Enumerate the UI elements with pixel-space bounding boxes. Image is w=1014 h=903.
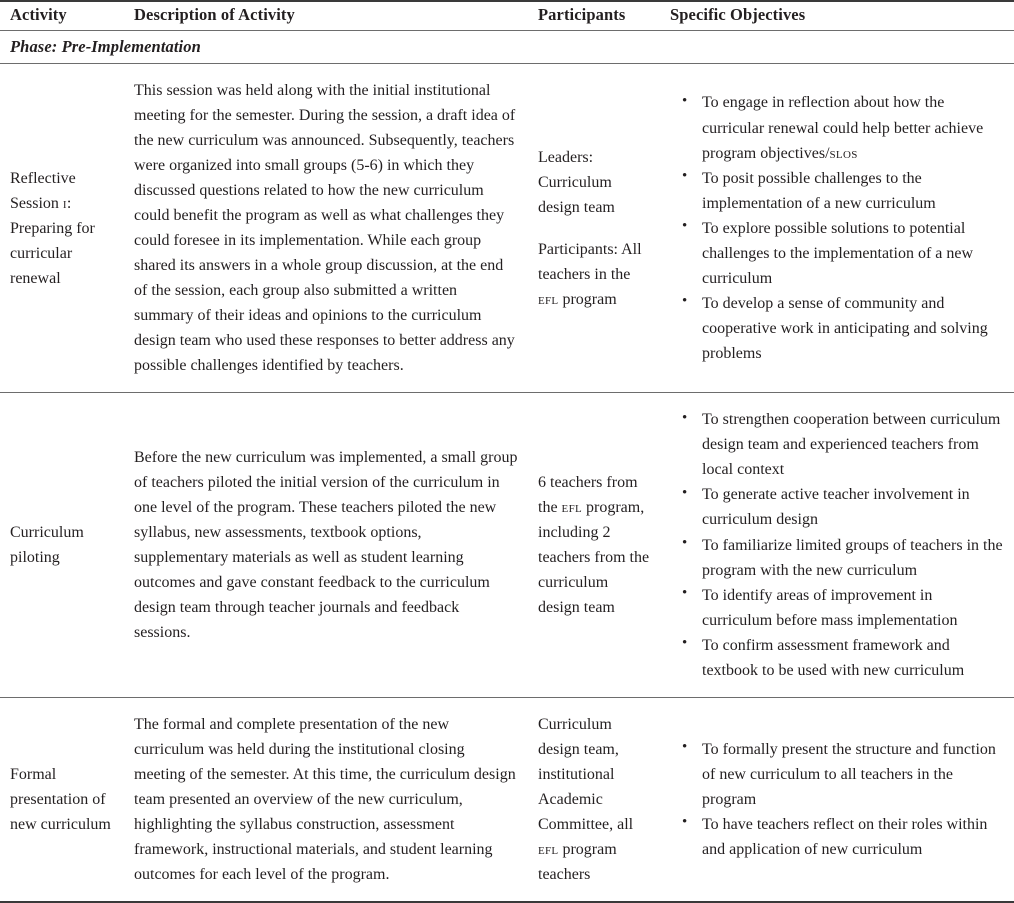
cell-activity <box>0 697 124 902</box>
column-header-activity: Activity <box>0 1 124 30</box>
description-paragraph: This session was held along with the initial institutional meeting for the semester. During the session, a draft idea of the new curriculum was announced. Subsequently, teachers were organized into small groups (5-6) in which they discussed questions related to how the new curriculum could benefit the program as well as what challenges they could foresee in its implementation. While each group shared its answers in a whole group discussion, at the end of the session, each group also submitted a written summary of their ideas and opinions to the curriculum design team who used these responses to better address any possible challenges identified by teachers. <box>134 81 516 375</box>
participant-block <box>538 470 650 620</box>
participant-text-after: program <box>558 290 617 308</box>
column-header-objectives: Specific Objectives <box>660 1 1014 30</box>
cell-objectives <box>660 393 1014 697</box>
participant-text-after: program teachers <box>538 840 617 883</box>
list-item <box>690 633 1004 683</box>
description-paragraph: Before the new curriculum was implemented, a small group of teachers piloted the initial version of the curriculum in one level of the program. These teachers piloted the new syllabus, new assessments, textbook options, supplementary materials as well as student learning outcomes and gave constant feedback to the curriculum design team through teacher journals and feedback sessions. <box>134 448 518 642</box>
cell-objectives <box>660 697 1014 902</box>
activity-name-text-before: Curriculum piloting <box>10 523 84 567</box>
cell-description <box>124 393 528 697</box>
participant-text-before: Participants: All teachers in the <box>538 240 642 283</box>
objectives-list <box>670 90 1004 365</box>
list-item <box>690 737 1004 812</box>
objective-text-before: To have teachers reflect on their roles within and application of new curriculum <box>702 815 988 858</box>
list-item <box>690 166 1004 216</box>
list-item <box>690 812 1004 862</box>
participant-text-before: Leaders: Curriculum design team <box>538 148 615 216</box>
list-item <box>690 216 1004 291</box>
activity-name-text-before: Formal presentation of new curriculum <box>10 765 111 833</box>
list-item <box>690 482 1004 532</box>
table-header <box>0 1 1014 30</box>
objective-text-before: To formally present the structure and function of new curriculum to all teachers in the program <box>702 740 996 808</box>
participant-smallcaps: efl <box>538 840 559 858</box>
objectives-list <box>670 407 1004 682</box>
cell-participants <box>528 393 660 697</box>
objective-text-before: To strengthen cooperation between curriculum design team and experienced teachers from local context <box>702 411 1001 479</box>
objectives-list <box>670 737 1004 862</box>
description-paragraph: The formal and complete presentation of the new curriculum was held during the institutional closing meeting of the semester. At this time, the curriculum design team presented an overview of the new curriculum, highlighting the syllabus construction, assessment framework, instructional materials, and student learning outcomes for each level of the program. <box>134 715 516 883</box>
objective-text-before: To engage in reflection about how the curricular renewal could help better achieve program objectives/ <box>702 94 984 162</box>
header-row <box>0 1 1014 30</box>
list-item <box>690 407 1004 482</box>
cell-activity <box>0 393 124 697</box>
participant-smallcaps: efl <box>561 498 583 516</box>
participant-block <box>538 145 650 220</box>
list-item <box>690 533 1004 583</box>
objective-text-before: To familiarize limited groups of teachers in the program with the new curriculum <box>702 536 1003 579</box>
participant-text-before: Curriculum design team, institutional Academic Committee, all <box>538 715 634 833</box>
participant-block <box>538 237 650 312</box>
list-item <box>690 90 1004 165</box>
objective-text-before: To confirm assessment framework and textbook to be used with new curriculum <box>702 636 965 679</box>
cell-description <box>124 63 528 392</box>
participant-text-before: 6 teachers from the <box>538 473 638 516</box>
cell-description <box>124 697 528 902</box>
activity-name-text-after: : Preparing for curricular renewal <box>10 194 95 287</box>
objective-text-before: To identify areas of improvement in curriculum before mass implementation <box>702 586 958 629</box>
cell-participants <box>528 697 660 902</box>
cell-participants <box>528 63 660 392</box>
activity-name-smallcaps: i <box>62 194 67 212</box>
cell-objectives <box>660 63 1014 392</box>
participant-block <box>538 712 650 887</box>
list-item <box>690 291 1004 366</box>
objective-text-before: To generate active teacher involvement in curriculum design <box>702 486 970 529</box>
objective-smallcaps: slos <box>829 144 858 162</box>
objective-text-before: To explore possible solutions to potential challenges to the implementation of a new curriculum <box>702 219 974 287</box>
column-header-description: Description of Activity <box>124 1 528 30</box>
participant-smallcaps: efl <box>538 290 559 308</box>
participant-text-after: program, including 2 teachers from the curriculum design team <box>538 498 650 617</box>
table-row <box>0 697 1014 902</box>
objective-text-before: To develop a sense of community and cooperative work in anticipating and solving problems <box>702 294 988 362</box>
objective-text-before: To posit possible challenges to the implementation of a new curriculum <box>702 169 936 212</box>
table-row <box>0 63 1014 392</box>
table-body <box>0 30 1014 901</box>
table-row <box>0 393 1014 697</box>
activity-name-text-before: Reflective Session <box>10 169 76 212</box>
cell-activity <box>0 63 124 392</box>
list-item <box>690 583 1004 633</box>
phase-label: Phase: Pre-Implementation <box>0 30 1014 63</box>
column-header-participants: Participants <box>528 1 660 30</box>
phase-section-row <box>0 30 1014 63</box>
